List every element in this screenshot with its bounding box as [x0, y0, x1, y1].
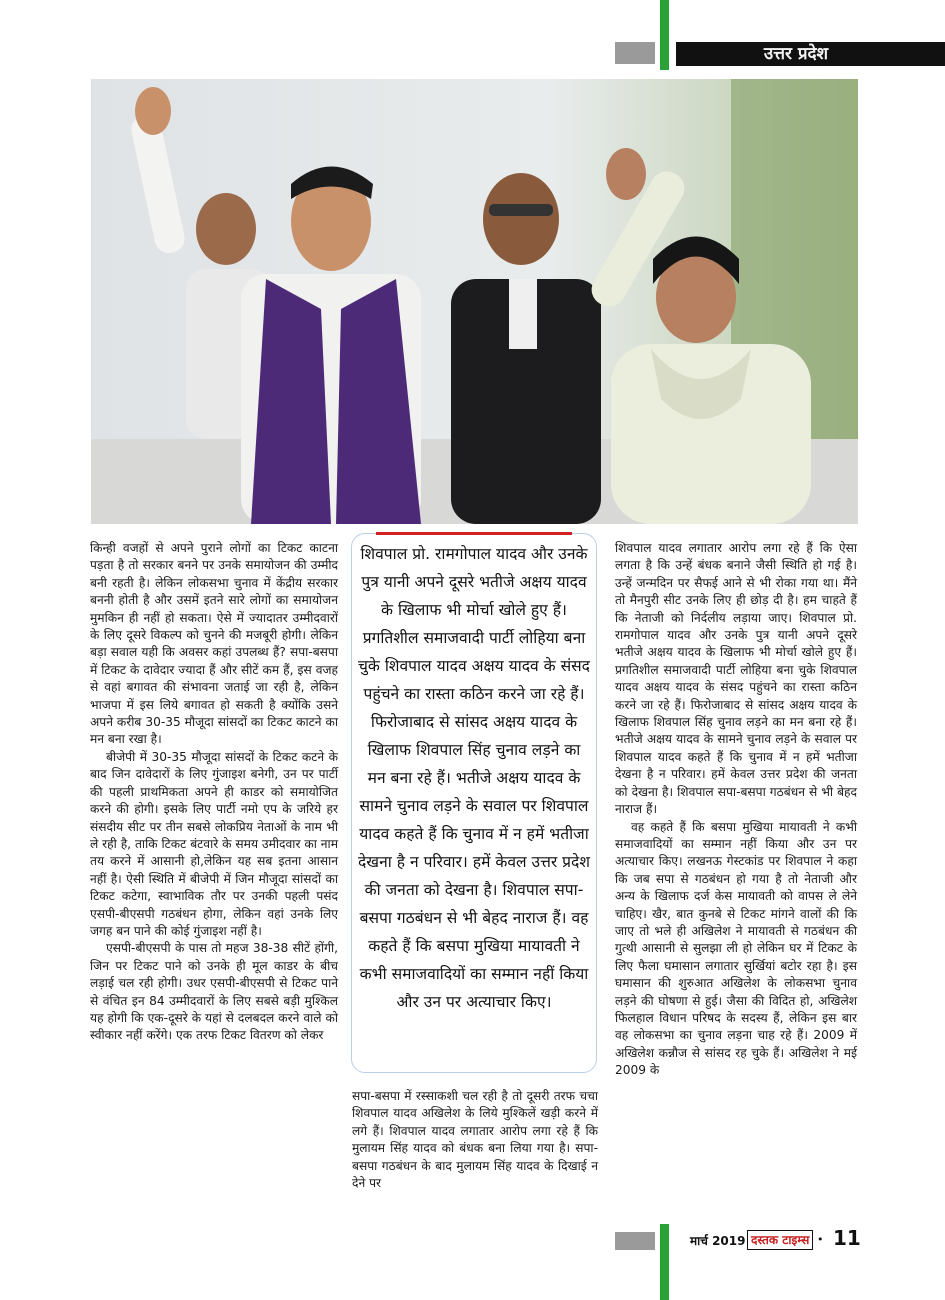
header-gray-block: [615, 42, 655, 64]
footer-bullet: •: [817, 1233, 824, 1246]
page-number: 11: [833, 1226, 861, 1250]
paragraph: सपा-बसपा में रस्साकशी चल रही है तो दूसरी तरफ चचा शिवपाल यादव अखिलेश के लिये मुश्किलें खड़ी करने में लगे हैं। शिवपाल यादव लगातार आरोप लगा रहे हैं कि मुलायम सिंह यादव को बंधक बना लिया गया है। सपा-बसपा गठबंधन के बाद मुलायम सिंह यादव के दिखाई न देने पर: [352, 1089, 598, 1191]
magazine-logo: दस्तक टाइम्स: [747, 1230, 813, 1250]
footer-gray-block: [615, 1232, 655, 1250]
article-column-1: [90, 540, 338, 1045]
paragraph: शिवपाल यादव लगातार आरोप लगा रहे हैं कि ऐसा लगता है कि उन्हें बंधक बनाने जैसी स्थिति हो गई है। उन्हें जन्मदिन पर सैफई आने से भी रोका गया था। मैंने तो मैनपुरी सीट उनके लिए ही छोड़ दी है। हम चाहते हैं कि नेताजी को निर्दलीय लड़ाया जाए। शिवपाल प्रो. रामगोपाल यादव और उनके पुत्र यानी अपने दूसरे भतीजे अक्षय यादव के खिलाफ भी मोर्चा खोले हुए हैं। प्रगतिशील समाजवादी पार्टी लोहिया बना चुके शिवपाल यादव अक्षय यादव के संसद पहुंचने का रास्ता कठिन करने जा रहे हैं। फिरोजाबाद से सांसद अक्षय यादव के खिलाफ शिवपाल सिंह चुनाव लड़ने का मन बना रहे हैं। भतीजे अक्षय यादव के सामने चुनाव लड़ने के सवाल पर शिवपाल यादव कहते हैं कि चुनाव में न हमें भतीजा देखना है न परिवार। हमें केवल उत्तर प्रदेश की जनता को देखना है। शिवपाल सपा-बसपा गठबंधन से भी बेहद नाराज हैं।: [615, 541, 857, 817]
header-green-stripe: [660, 0, 669, 70]
lead-photo: [91, 79, 858, 524]
pull-quote-red-rule: [376, 532, 572, 535]
paragraph: बीजेपी में 30-35 मौजूदा सांसदों के टिकट कटने के बाद जिन दावेदारों के लिए गुंजाइश बनेगी, उन पर पार्टी की पहली प्राथमिकता अपने ही काडर को समायोजित करने की होगी। इसके लिए पार्टी नमो एप के जरिये हर संसदीय सीट पर तीन सबसे लोकप्रिय नेताओं के नाम भी ले रही है, ताकि टिकट बंटवारे के समय उमीदवार का नाम तय करने में आसानी हो,लेकिन यह सब इतना आसान नहीं है। ऐसी स्थिति में बीजेपी में जिन मौजूदा सांसदों का टिकट कटेगा, स्वाभाविक तौर पर उनकी पहली पसंद एसपी-बीएसपी गठबंधन होगा, लेकिन वहां उनके लिए जगह बन पाने की कोई गुंजाइश नहीं है।: [90, 749, 338, 938]
paragraph: वह कहते हैं कि बसपा मुखिया मायावती ने कभी समाजवादियों का सम्मान नहीं किया और उन पर अत्याचार किए। लखनऊ गेस्टकांड पर शिवपाल ने कहा कि जब सपा से गठबंधन हो गया है तो नेताजी और अन्य के खिलाफ दर्ज केस मायावती को वापस ले लेने चाहिए। खैर, बात कुनबे से टिकट मांगने वालों की कि जाए तो भले ही अखिलेश ने मायावती से गठबंधन की गुत्थी आसानी से सुलझा ली हो लेकिन घर में टिकट के लिए फैला घमासान लगातार सुर्खियां बटोर रहा है। इस घमासान की शुरुआत अखिलेश के लोकसभा चुनाव लड़ने की घोषणा से हुई। जैसा की विदित हो, अखिलेश फिलहाल विधान परिषद के सदस्य हैं, लेकिन इस बार वह लोकसभा का चुनाव लड़ना चाह रहे हैं। 2009 में अखिलेश कन्नौज से सांसद रह चुके हैं। अखिलेश ने मई 2009 के: [615, 819, 857, 1078]
article-column-2: [352, 1088, 598, 1192]
paragraph: एसपी-बीएसपी के पास तो महज 38-38 सीटें होंगी, जिन पर टिकट पाने को उनके ही मूल काडर के बीच लड़ाई चल रही होगी। उधर एसपी-बीएसपी से टिकट पाने से वंचित इन 84 उम्मीदवारों के लिए सबसे बड़ी मुश्किल यह होगी कि एक-दूसरे के यहां से दलबदल करने वाले को स्वीकार नहीं करेंगे। एक तरफ टिकट वितरण को लेकर: [90, 941, 338, 1043]
section-title: उत्तर प्रदेश: [763, 44, 829, 64]
paragraph: किन्ही वजहों से अपने पुराने लोगों का टिकट काटना पड़ता है तो सरकार बनने पर उनके समायोजन की उम्मीद बनी रहती है। लेकिन लोकसभा चुनाव में केंद्रीय सरकार बननी होती है और उसमें इतने सारे लोगों का समायोजन मुमकिन ही नहीं हो सकता। ऐसे में ज्यादातर उम्मीदवारों के लिए दूसरे विकल्प को चुनने की मजबूरी होगी। लेकिन बड़ा सवाल यही कि अवसर कहां उपलब्ध हैं? सपा-बसपा में टिकट के दावेदार ज्यादा हैं और सीटें कम हैं, इस वजह से वहां बगावत की संभावना जताई जा रही है, लेकिन भाजपा में इस लिये बगावत हो सकती है क्योंकि उसने अपने करीब 30-35 मौजूदा सांसदों का टिकट काटने का मन बना रखा है।: [90, 541, 338, 747]
issue-date: मार्च 2019: [690, 1234, 746, 1248]
article-column-3: [615, 540, 857, 1080]
pull-quote-text: शिवपाल प्रो. रामगोपाल यादव और उनके पुत्र यानी अपने दूसरे भतीजे अक्षय यादव के खिलाफ भी मोर्चा खोले हुए हैं। प्रगतिशील समाजवादी पार्टी लोहिया बना चुके शिवपाल यादव अक्षय यादव के संसद पहुंचने का रास्ता कठिन करने जा रहे हैं। फिरोजाबाद से सांसद अक्षय यादव के खिलाफ शिवपाल सिंह चुनाव लड़ने का मन बना रहे हैं। भतीजे अक्षय यादव के सामने चुनाव लड़ने के सवाल पर शिवपाल यादव कहते हैं कि चुनाव में न हमें भतीजा देखना है न परिवार। हमें केवल उत्तर प्रदेश की जनता को देखना है। शिवपाल सपा-बसपा गठबंधन से भी बेहद नाराज हैं। वह कहते हैं कि बसपा मुखिया मायावती ने कभी समाजवादियों का सम्मान नहीं किया और उन पर अत्याचार किए।: [358, 545, 590, 1011]
footer-green-stripe: [660, 1224, 669, 1300]
